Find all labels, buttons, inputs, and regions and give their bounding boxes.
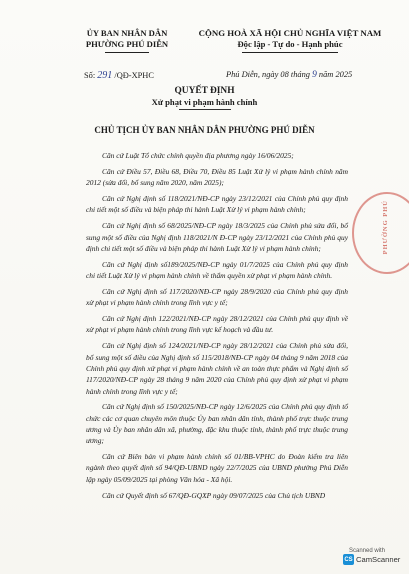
official-seal-stamp [352,192,409,274]
camscanner-brand [343,554,400,565]
document-number [84,70,154,81]
paragraph: Căn cứ Nghị định số 150/2025/NĐ-CP ngày 12/6/2025 của Chính phủ quy định tổ chức các cơ quan chuyên môn thuộc Ủy ban nhân dân tỉnh, thành phố trực thuộc trung ương và Ủy ban nhân dân xã, phường, đặc khu thuộc tỉnh, thành phố trực thuộc trung ương; [86,402,348,446]
scanned-with-label: Scanned with [349,548,386,554]
nation-name: CỘNG HOÀ XÃ HỘI CHỦ NGHĨA VIỆT NAM [198,28,382,38]
date-before: Phú Diễn, ngày 08 tháng [226,70,310,79]
date-month-handwritten: 9 [312,70,317,80]
national-motto: Độc lập - Tự do - Hạnh phúc [237,39,343,49]
issuing-agency [68,28,186,53]
subtitle-text: Xử phạt vi phạm hành chính [151,97,258,107]
agency-line-2: PHƯỜNG PHÚ DIỄN [85,39,169,49]
agency-line-1: ỦY BAN NHÂN DÂN [86,28,168,38]
camscanner-watermark [343,548,400,565]
motto-underline [242,52,338,53]
subtitle-underline [179,109,231,110]
doc-number-suffix: /QĐ-XPHC [114,71,154,80]
doc-number-prefix: Số: [84,71,96,80]
paragraph: Căn cứ Nghị định số 118/2021/NĐ-CP ngày 23/12/2021 của Chính phủ quy định chi tiết một số điều và biện pháp thi hành Luật Xử lý vi phạm hành chính; [86,194,348,215]
agency-underline [105,52,149,53]
doc-number-handwritten: 291 [97,70,113,81]
camscanner-logo-icon: CS [343,554,354,565]
paragraph: Căn cứ Nghị định số 124/2021/NĐ-CP ngày 28/12/2021 của Chính phủ sửa đổi, bổ sung một số điều của Nghị định số 115/2018/NĐ-CP ngày 04 tháng 9 năm 2018 của Chính phủ quy định xử phạt vi phạm hành chính về an toàn thực phẩm và Nghị định số 117/2020/NĐ-CP ngày 28 tháng 9 năm 2020 của Chính phủ quy định xử phạt vi phạm hành chính trong lĩnh vực y tế; [86,341,348,396]
paragraph: Căn cứ Nghị định số 117/2020/NĐ-CP ngày 28/9/2020 của Chính phủ quy định xử phạt vi phạm hành chính trong lĩnh vực y tế; [86,286,348,308]
paragraph: Căn cứ Luật Tổ chức chính quyền địa phương ngày 16/06/2025; [102,151,294,160]
legal-basis-body [86,150,348,506]
date-line [226,70,352,80]
document-title: QUYẾT ĐỊNH [174,86,235,96]
paragraph: Căn cứ Nghị định số189/2025/NĐ-CP ngày 01/7/2025 của Chính phủ quy định chi tiết Luật Xử lý vi phạm hành chính về thẩm quyền xử phạt vi phạm hành chính. [86,259,348,281]
paragraph: Căn cứ Điều 57, Điều 68, Điều 70, Điều 85 Luật Xử lý vi phạm hành chính năm 2012 (sửa đổi, bổ sung năm 2020, năm 2025); [86,166,348,188]
national-header [190,28,390,53]
paragraph: Căn cứ Biên bản vi phạm hành chính số 01/BB-VPHC do Đoàn kiểm tra liên ngành theo quyết định số 94/QĐ-UBND ngày 22/7/2025 của UBND phường Phú Diễn lập ngày 05/09/2025 tại phòng Văn hóa - Xã hội. [86,452,348,484]
seal-stamp-text: PHƯỜNG PHÚ [382,200,389,255]
document-subtitle [0,97,409,110]
paragraph: Căn cứ Quyết định số 67/QĐ-GQXP ngày 09/07/2025 của Chủ tịch UBND [102,490,326,500]
paragraph: Căn cứ Nghị định số 68/2025/NĐ-CP ngày 18/3/2025 của Chính phủ sửa đổi, bổ sung một số điều của Nghị định 118/2021/N Đ-CP ngày 23/12/2021 của Chính phủ quy định chi tiết một số điều và biện pháp thi hành Luật Xử lý vi phạm hành chính; [86,221,348,253]
date-after: năm 2025 [318,70,353,79]
camscanner-name: CamScanner [356,555,401,564]
issuing-authority: CHỦ TỊCH ỦY BAN NHÂN DÂN PHƯỜNG PHÚ DIỄN [94,125,315,135]
paragraph: Căn cứ Nghị định 122/2021/NĐ-CP ngày 28/12/2021 của Chính phủ quy định về xử phạt vi phạm hành chính trong lĩnh vực kế hoạch và đầu tư. [86,314,348,335]
